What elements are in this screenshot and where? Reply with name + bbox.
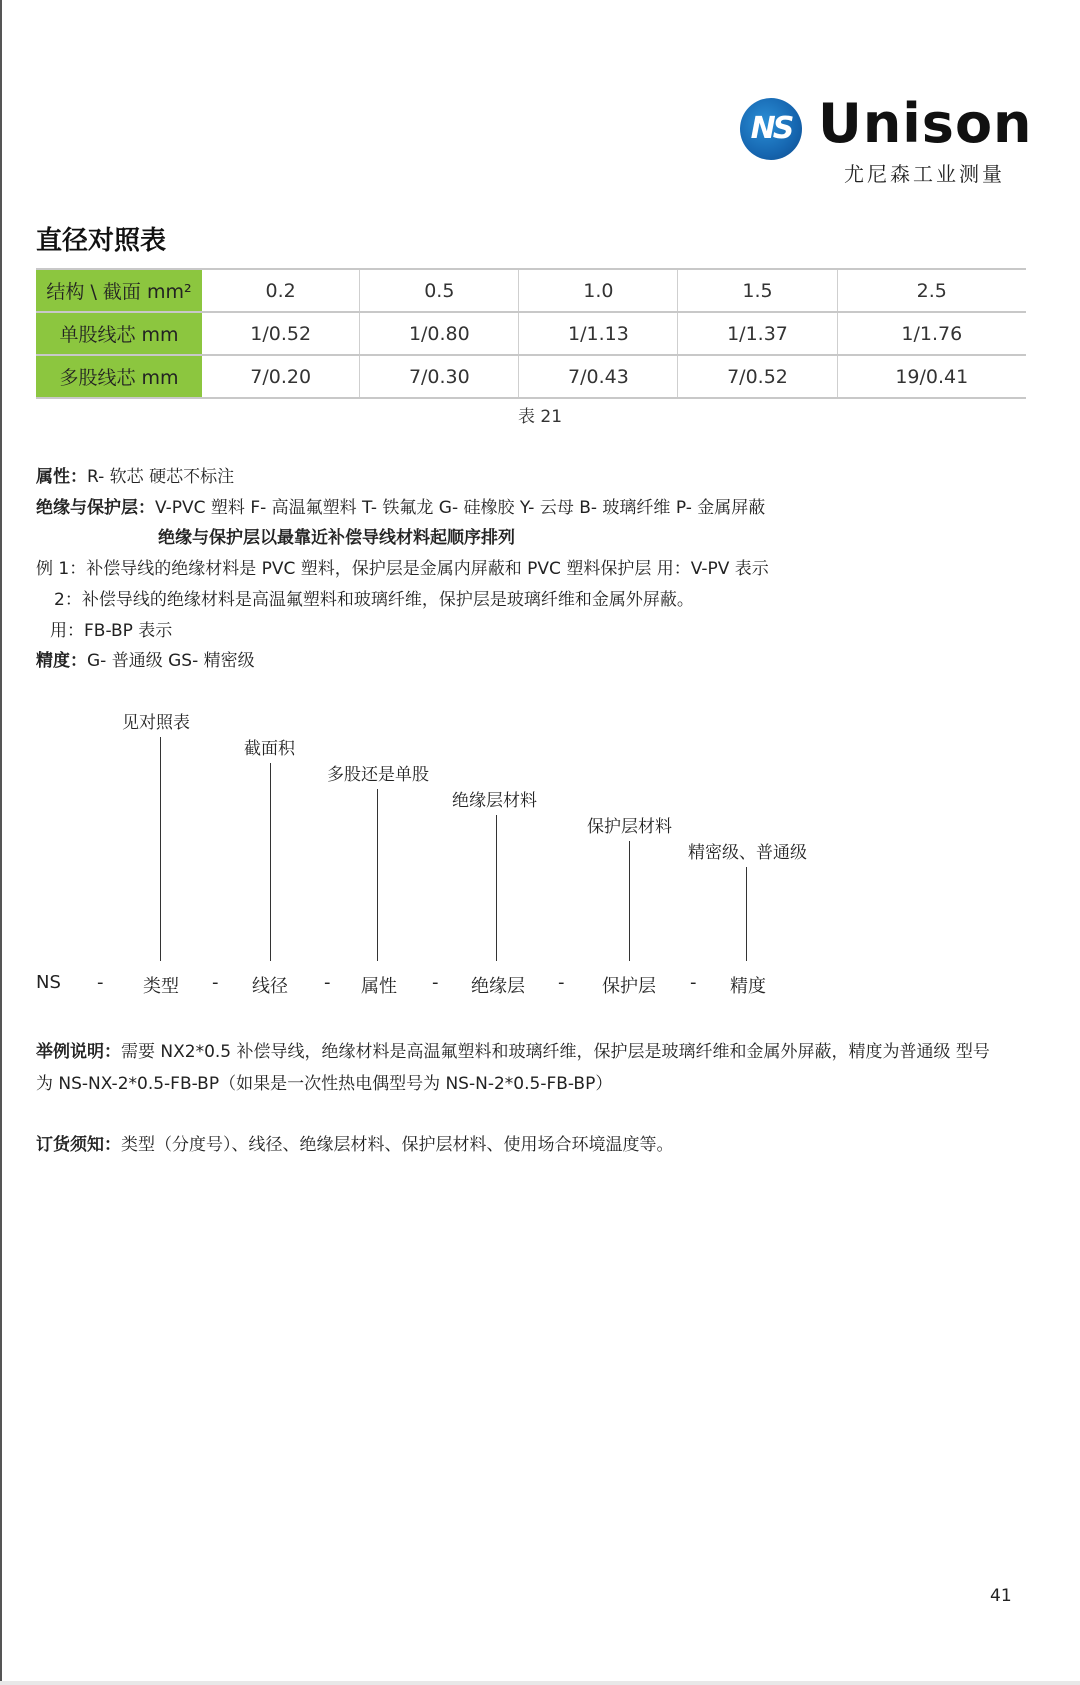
label-cross-section: 截面积: [244, 739, 295, 759]
code-precision: 精度: [730, 976, 766, 997]
table-cell: 7/0.43: [519, 355, 678, 398]
leader-line: [746, 867, 747, 961]
table-cell: 0.2: [202, 269, 360, 312]
label-protection-material: 保护层材料: [587, 817, 672, 837]
example-text-2: 为 NS-NX-2*0.5-FB-BP（如果是一次性热电偶型号为 NS-N-2*0.5-FB-BP）: [36, 1074, 613, 1094]
caption-text: 表 21: [517, 407, 563, 427]
ns-logo-icon: [740, 98, 802, 160]
code-ns: NS: [36, 972, 61, 993]
insulation-label: 绝缘与保护层：: [36, 498, 155, 518]
table-row: [36, 269, 1026, 312]
leader-line: [160, 737, 161, 961]
example-line-1: [36, 1036, 1026, 1068]
code-dash: -: [558, 972, 565, 993]
code-attribute: 属性: [361, 976, 397, 997]
order-label: 订货须知：: [36, 1135, 121, 1155]
order-text: 类型（分度号）、线径、绝缘层材料、保护层材料、使用场合环境温度等。: [121, 1135, 674, 1155]
example-2: 2：补偿导线的绝缘材料是高温氟塑料和玻璃纤维，保护层是玻璃纤维和金属外屏蔽。: [54, 590, 694, 610]
table-cell: 1/0.52: [202, 312, 360, 355]
code-insulation: 绝缘层: [471, 976, 525, 997]
table-cell: 1.0: [519, 269, 678, 312]
table-cell: 1.5: [678, 269, 837, 312]
logo-subtitle: 尤尼森工业测量: [844, 162, 1005, 186]
table-cell: 1/0.80: [360, 312, 519, 355]
row-header: 多股线芯 mm: [36, 355, 202, 398]
page-number: 41: [990, 1586, 1012, 1606]
example-text-1: 需要 NX2*0.5 补偿导线，绝缘材料是高温氟塑料和玻璃纤维，保护层是玻璃纤维和金属外屏蔽，精度为普通级 型号: [121, 1042, 990, 1062]
page-left-border: [0, 0, 2, 1685]
order-paragraph: [36, 1129, 1026, 1161]
code-dash: -: [97, 972, 104, 993]
code-dash: -: [432, 972, 439, 993]
page-title: 直径对照表: [36, 226, 167, 256]
diameter-table: [36, 268, 1026, 399]
table-row: [36, 312, 1026, 355]
code-dash: -: [324, 972, 331, 993]
example-label: 举例说明：: [36, 1042, 121, 1062]
row-header: 单股线芯 mm: [36, 312, 202, 355]
table-cell: 7/0.30: [360, 355, 519, 398]
table-row: [36, 355, 1026, 398]
precision-line: [36, 646, 255, 671]
code-diameter: 线径: [252, 976, 288, 997]
code-dash: -: [690, 972, 697, 993]
insulation-line: [36, 493, 765, 518]
logo-wordmark: Unison: [818, 92, 1033, 155]
leader-line: [496, 815, 497, 961]
attr-label: 属性：: [36, 467, 87, 487]
attr-text: R- 软芯 硬芯不标注: [87, 467, 235, 487]
label-strand-type: 多股还是单股: [327, 765, 429, 785]
table-cell: 1/1.76: [837, 312, 1026, 355]
label-precision-grade: 精密级、普通级: [688, 843, 807, 863]
table-caption: [0, 402, 1080, 427]
code-dash: -: [212, 972, 219, 993]
table-cell: 7/0.20: [202, 355, 360, 398]
table-cell: 0.5: [360, 269, 519, 312]
table-cell: 1/1.13: [519, 312, 678, 355]
table-cell: 1/1.37: [678, 312, 837, 355]
table-cell: 19/0.41: [837, 355, 1026, 398]
logo-mark-text: NS: [750, 111, 792, 146]
leader-line: [270, 763, 271, 961]
insulation-order-note: 绝缘与保护层以最靠近补偿导线材料起顺序排列: [158, 528, 515, 548]
example-paragraph: [36, 1036, 1026, 1100]
row-header: 结构 \ 截面 mm²: [36, 269, 202, 312]
table-cell: 7/0.52: [678, 355, 837, 398]
attr-line: [36, 462, 234, 487]
precision-text: G- 普通级 GS- 精密级: [87, 651, 255, 671]
example-2-use: 用：FB-BP 表示: [50, 621, 173, 641]
leader-line: [377, 789, 378, 961]
code-protection: 保护层: [602, 976, 656, 997]
unison-logo: [740, 92, 1033, 186]
label-insulation-material: 绝缘层材料: [452, 791, 537, 811]
leader-line: [629, 841, 630, 961]
example-1: 例 1：补偿导线的绝缘材料是 PVC 塑料，保护层是金属内屏蔽和 PVC 塑料保护层 用：V-PV 表示: [36, 559, 769, 579]
insulation-text: V-PVC 塑料 F- 高温氟塑料 T- 铁氟龙 G- 硅橡胶 Y- 云母 B- 玻璃纤维 P- 金属屏蔽: [155, 498, 766, 518]
label-see-table: 见对照表: [122, 713, 190, 733]
precision-label: 精度：: [36, 651, 87, 671]
code-type: 类型: [143, 976, 179, 997]
table-cell: 2.5: [837, 269, 1026, 312]
page-bottom-border: [0, 1681, 1080, 1685]
